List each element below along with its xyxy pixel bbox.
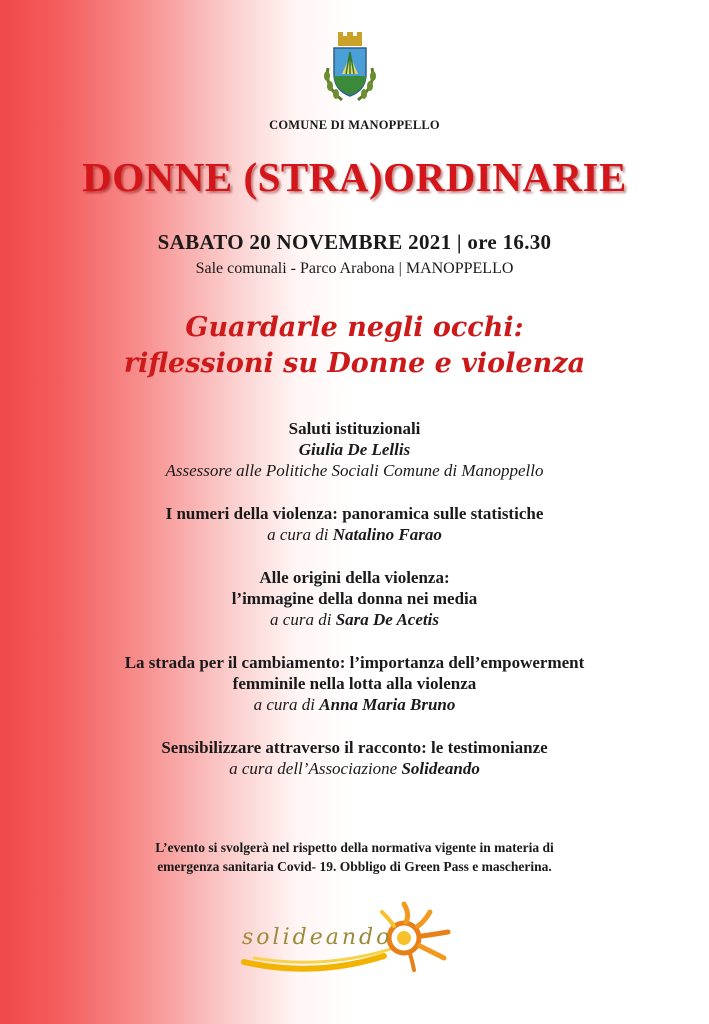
program-item (0, 652, 709, 715)
logo-text: solideando (242, 925, 393, 950)
program-item-credit (0, 758, 709, 779)
speaker-name: Anna Maria Bruno (319, 695, 456, 714)
program-item (0, 567, 709, 630)
subtitle-line: riflessioni su Donne e violenza (123, 348, 586, 379)
program-item-title: Saluti istituzionali (288, 419, 421, 438)
association-name: Solideando (401, 759, 480, 778)
credit-prefix: a cura di (270, 610, 336, 629)
program-item-title: I numeri della violenza: panoramica sulle statistiche (165, 504, 544, 523)
notice-line: L’evento si svolgerà nel rispetto della normativa vigente in materia di (155, 840, 554, 855)
program-item (0, 418, 709, 481)
event-date: SABATO 20 NOVEMBRE 2021 | ore 16.30 (157, 230, 552, 254)
speaker-role: Assessore alle Politiche Sociali Comune di Manoppello (165, 461, 544, 480)
program-item-title: l’immagine della donna nei media (231, 589, 478, 608)
covid-notice (60, 838, 649, 876)
program-item-credit (0, 609, 709, 630)
speaker-name: Sara De Acetis (335, 610, 439, 629)
program-item-title: Sensibilizzare attraverso il racconto: le testimonianze (161, 738, 548, 757)
event-subtitle (0, 310, 709, 382)
solideando-logo (234, 900, 470, 976)
notice-line: emergenza sanitaria Covid- 19. Obbligo di Green Pass e mascherina. (157, 859, 552, 874)
program-item (0, 503, 709, 545)
coat-of-arms-icon (320, 28, 380, 106)
event-venue: Sale comunali - Parco Arabona | MANOPPELLO (195, 260, 514, 277)
program-item-title: La strada per il cambiamento: l’importanza dell’empowerment (124, 653, 585, 672)
program-item-title: Alle origini della violenza: (259, 568, 450, 587)
credit-prefix: a cura di (267, 525, 333, 544)
program-item-title: femminile nella lotta alla violenza (232, 674, 477, 693)
credit-prefix: a cura di (253, 695, 320, 714)
program-item-credit (0, 524, 709, 545)
event-title: DONNE (STRA)ORDINARIE (82, 154, 627, 200)
program-list (0, 418, 709, 801)
subtitle-line: Guardarle negli occhi: (185, 312, 524, 343)
program-item (0, 737, 709, 779)
program-item-credit (0, 694, 709, 715)
speaker-name: Natalino Farao (332, 525, 442, 544)
speaker-name: Giulia De Lellis (298, 440, 411, 459)
municipality-name: COMUNE DI MANOPPELLO (269, 118, 440, 132)
credit-prefix: a cura dell’Associazione (229, 759, 402, 778)
